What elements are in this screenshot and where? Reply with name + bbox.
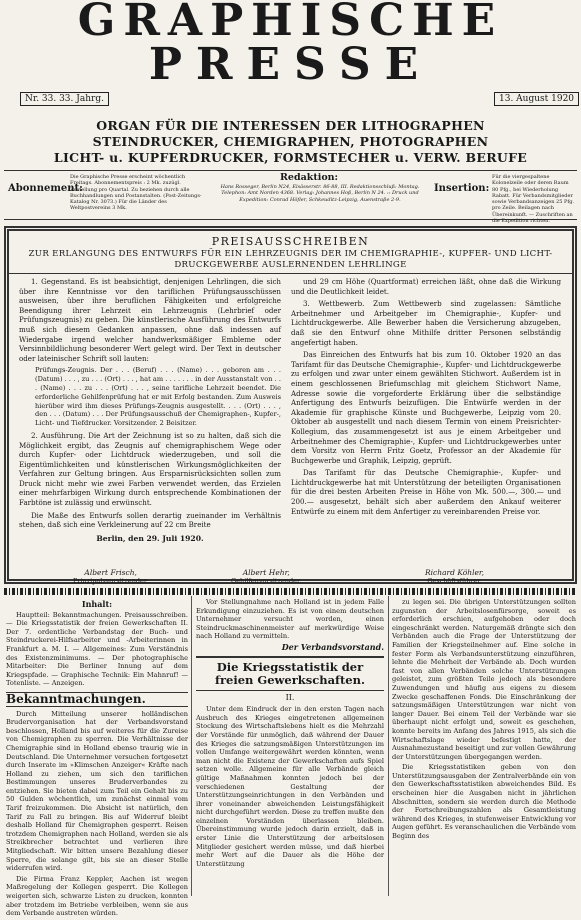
prize-paragraph: 1. Gegenstand. Es ist beabsichtigt, denjenigen Lehrlingen, die sich über ihre Kenntnisse vor den tariflichen Prüfungsausschüssen ausweisen, über ihre beruflichen Fähigkeiten und erfolgreiche Beendigung ihrer Lehrzeit ein Lehrzeugnis (Lehrbrief oder Prüfungszeugnis) zu geben. Die künstlerische Ausführung des Entwurfs muß sich diesem Gedanken anpassen, ohne daß indessen auf Wiedergabe irgend welcher handwerksmäßiger Embleme oder Versinnbildlichung besonderer Wert gelegt wird. Der Text in deutscher oder lateinischer Schrift soll lauten: xyxy=(19,277,281,363)
redaktion-heading: Redaktion: xyxy=(280,172,339,183)
announcements-heading: Bekanntmachungen. xyxy=(6,692,188,707)
issue-date: 13. August 1920 xyxy=(494,92,579,106)
column-rule xyxy=(191,596,192,896)
prize-paragraph: 3. Wettbewerb. Zum Wettbewerb sind zugelassen: Sämtliche Arbeitnehmer und Arbeitgeber im Chemigraphie-, Kupfer- und Lichtdruckgewerbe. Alle Bewerber haben die Versicherung abzugeben, daß sie den Entwurf ohne Mithilfe dritter Personen selbständig angefertigt haben. xyxy=(291,299,561,347)
announcement-paragraph: Die Firma Franz Keppler, Aachen ist wegen Maßregelung der Kollegen gesperrt. Die Kollegen weigerten sich, schwarze Listen zu drucken, konnten aber trotzdem im Betriebe verbleiben, wenn sie aus dem Verbande austreten würden. xyxy=(6,874,188,918)
certificate-text: Prüfungs-Zeugnis. Der . . . (Beruf) . . . (Name) . . . geboren am . . . (Datum) . . . , zu . . . (Ort) . . . , hat am . . . . . . . in der Ausstanstalt von . . . (Name) . . . zu . . . (Ort) . . . , seine tarifliche Lehrzeit beendet. Die erforderliche Gehilfenprüfung hat er mit Erfolg bestanden. Zum Ausweis hierüber wird ihm dieses Prüfungs-Zeugnis ausgestellt. . . . (Ort) . . . , den . . . (Datum) . . . Der Prüfungsausschuß der Chemigraphen-, Kupfer-, Licht- und Tiefdrucker. Vorsitzender. 2 Beisitzer. xyxy=(35,366,281,428)
column-2 xyxy=(196,598,384,870)
abonnement-text: Die Graphische Presse erscheint wöchentlich Freitags. Abonnementspreis : 2 Mk. zuzügl. Zustellung pro Quartal. Zu beziehen durch alle Buchhandlungen und Postanstalten. (Post-Zeitungs-Katalog Nr. 3073.) Für die Länder des Weltpostvereins 3 Mk. xyxy=(70,174,202,212)
prize-paragraph: Das Tarifamt für das Deutsche Chemigraphie-, Kupfer- und Lichtdruckgewerbe hat mit Unterstützung der beteiligten Organisationen für die drei besten Arbeiten Preise in Höhe von Mk. 500.—, 300.— und 200.— ausgesetzt, behält sich aber außerdem den Ankauf weiterer Entwürfe zu einem mit dem Anfertiger zu vereinbarenden Preise vor. xyxy=(291,468,561,516)
announcement-paragraph: Durch Mitteilung unserer holländischen Brudervorganisation hat der Verbandsvorstand beschlossen, Holland bis auf weiteres für die Zureise von Chemigraphen zu sperren. Die Verhältnisse der Chemigraphie sind in Holland ebenso traurig wie in Deutschland. Die Unternehmer versuchen fortgesetzt durch Inserate im »Klimschen Anzeiger« Kräfte nach Holland zu ziehen, um sich den tariflichen Bestimmungen unseres Bruderverbandes zu entziehen. Sie bieten dabei zum Teil ein Gehalt bis zu 50 Gulden wöchentlich, um zunächst einmal vom Tarif freizukommen. Die Absicht ist natürlich, den Tarif zu Fall zu bringen. Bis auf Widerruf bleibt deshalb Holland für Chemigraphen gesperrt. Reisen trotzdem Chemigraphen nach Holland, werden sie als Streikbrecher betrachtet und verlieren ihre Mitgliedschaft. Wir bitten unsere Bezahlung dieser Sperre, die solange gilt, bis sie an dieser Stelle widerrufen wird. xyxy=(6,709,188,873)
column-1 xyxy=(6,600,188,920)
contents-text: Hauptteil: Bekanntmachungen. Preisausschreiben. — Die Kriegsstatistik der freien Gewerkschaften II. Der 7. ordentliche Verbandstag der Buch- und Steindruckerei-Hilfsarbeiter und -Arbeiterinnen in Frankfurt a. M. I. — Allgemeines: Zum Verständnis des Existenzminimums. — Der photographische Mitarbeiter: Die Berliner Innung auf dem Kriegspfade. — Graphische Technik: Ein Mahnruf! — Totenliste. — Anzeigen. xyxy=(6,610,188,688)
divider xyxy=(9,273,572,274)
ornamental-border xyxy=(4,588,577,595)
info-strip xyxy=(4,170,577,225)
column-rule xyxy=(388,596,389,896)
insertion-heading: Insertion: xyxy=(434,183,490,194)
signature-name: Richard Köhler, xyxy=(425,568,485,577)
prize-announcement-box xyxy=(4,226,577,584)
prize-paragraph: Die Maße des Entwurfs sollen derartig zueinander im Verhältnis stehen, daß sich eine Verkleinerung auf 22 cm Breite xyxy=(19,510,281,530)
article-paragraph: Unter dem Eindruck der in den ersten Tagen nach Ausbruch des Krieges eingetretenen allgemeinen Stockung des Wirtschaftslebens hielt es die Mehrzahl der Vorstände für unmöglich, daß während der Dauer des Krieges die satzungsmäßigen Unterstützungen im vollen Umfange weitergewährt werden könnten, wenn man nicht die Existenz der Gewerkschaften aufs Spiel setzen wolle. Allgemeine für alle Verbände gleich gültige Maßnahmen konnten jedoch bei der verschiedenen Gestaltung der Unterstützungseinrichtungen in den Verbänden und ihrer voneinander abweichenden Leistungsfähigkeit nicht durchgeführt werden. Diese zu treffen mußte den einzelnen Vorständen überlassen bleiben. Übereinstimmung wurde jedoch darin erzielt, daß in erster Linie die Unterstützung der arbeitslosen Mitglieder gesichert werden müsse, und daß hierbei mehr Wert auf die Dauer als die Höhe der Unterstützung xyxy=(196,705,384,868)
masthead-line1: GRAPHISCHE xyxy=(77,0,504,46)
prize-paragraph: und 29 cm Höhe (Quartformat) erreichen läßt, ohne daß die Wirkung und die Deutlichkeit leidet. xyxy=(291,277,561,296)
signature-role: Gehilfenvorsitzender. xyxy=(231,577,302,585)
signature xyxy=(425,568,484,586)
masthead-line2: PRESSE xyxy=(148,39,433,90)
article-paragraph: zu legen sei. Die übrigen Unterstützungen sollten zugunsten der Arbeitslosenfürsorge, soweit es erforderlich erschien, aufgehoben oder doch eingeschränkt werden. Naturgemäß drängte sich den Verbänden auch die Frage der Unterstützung der Familien der Kriegsteilnehmer auf. Eine solche in fester Form als Verbandsunterstützung einzuführen, lehnte die Mehrheit der Verbände ab. Doch wurden fast von allen Verbänden solche Unterstützungen geleistet, zum größten Teile jedoch als besondere Zuwendungen und häufig aus eigens zu diesem Zwecke geschaffenen Fonds. Die Einschränkung der satzungsmäßigen Unterstützungen war nicht von langer Dauer. Bei einem Teil der Verbände war sie überhaupt nicht erfolgt und, soweit es geschehen, konnte bereits im Anfang des Jahres 1915, als sich die Wirtschaftslage wieder befestigt hatte, der Ausnahmezustand beseitigt und zur vollen Gewährung der Unterstützungen übergegangen werden. xyxy=(392,598,576,761)
article-part-number: II. xyxy=(285,692,295,702)
organ-line: LICHT- u. KUPFERDRUCKER, FORMSTECHER u. VERW. BERUFE xyxy=(53,150,528,165)
issue-number: Nr. 33. 33. Jahrg. xyxy=(20,92,109,106)
signature-role: Prinzipalsvorsitzender. xyxy=(73,577,149,585)
insertion-text: Für die viergespaltene Kolonelzeile oder deren Raum 80 Pfg., bei Wiederholung Rabatt. Für Verbandsmitglieder sowie Verbandsanzeigen 25 Pfg. pro Zeile. Beilagen nach Übereinkunft. — Zuschriften an die Expedition richten. xyxy=(492,174,574,225)
organ-line: ORGAN FÜR DIE INTERESSEN DER LITHOGRAPHEN xyxy=(96,118,485,133)
article-paragraph: Die Kriegsstatistiken geben von den Unterstützungsausgaben der Zentralverbände ein von den Gewerkschaftsstatistiken abweichendes Bild. Es erscheinen hier die Ausgaben nicht in jährlichen Abschnitten, sondern sie werden durch die Methode der Fortschreibungszahlen als Gesamtleistung während des Krieges, in stufenweiser Entwicklung vor Augen geführt. Es veranschaulichen die Verbände vom Beginn des xyxy=(392,763,576,841)
prize-paragraph: Das Einreichen des Entwurfs hat bis zum 10. Oktober 1920 an das Tarifamt für das Deutsche Chemigraphie-, Kupfer- und Lichtdruckgewerbe zu erfolgen und zwar unter einem gewählten Stichwort. Außerdem ist in einem geschlossenen Briefumschlag mit gleichem Stichwort Name, Adresse sowie die vorgeforderte Erklärung über die selbständige Anfertigung des Entwurfs beizufügen. Die Entwürfe werden in der Akademie für graphische Künste und Buchgewerbe, Leipzig vom 20. Oktober ab ausgestellt und nach diesem Termin von einem Preisrichter-Kollegium, das zusammengesetzt ist aus je einem Arbeitgeber und Arbeitnehmer des Chemigraphie-, Kupfer- und Lichtdruckgewerbes unter dem Vorsitz von Herrn Fritz Goetz, Professor an der Akademie für Buchgewerbe und Graphik, Leipzig, geprüft. xyxy=(291,350,561,465)
signature-name: Albert Hehr, xyxy=(242,568,290,577)
article-heading: Die Kriegsstatistik der freien Gewerkschaften. xyxy=(196,656,384,691)
contents-heading: Inhalt: xyxy=(81,599,113,609)
prize-title: PREISAUSSCHREIBEN xyxy=(211,235,370,248)
prize-right-column xyxy=(291,277,561,519)
signoff: Der Verbandsvorstand. xyxy=(281,641,384,652)
signature xyxy=(231,568,301,586)
prize-subtitle: ZUR ERLANGUNG DES ENTWURFS FÜR EIN LEHRZEUGNIS DER IM CHEMIGRAPHIE-, KUPFER- UND LICHT-DRUCKGEWERBE AUSLERNENDEN LEHRLINGE xyxy=(28,249,553,270)
holland-notice: Vor Stellungnahme nach Holland ist in jedem Falle Erkundigung einzuziehen. Es ist von einem deutschen Unternehmer versucht worden, einen Steindruckmaschinenmeister auf merkwürdige Weise nach Holland zu vermitteln. xyxy=(196,598,384,641)
prize-left-column xyxy=(19,277,281,546)
organ-line: STEINDRUCKER, CHEMIGRAPHEN, PHOTOGRAPHEN xyxy=(92,134,489,149)
signature-name: Albert Frisch, xyxy=(84,568,137,577)
signature-role: Geschäftsführer. xyxy=(427,577,482,585)
prize-paragraph: 2. Ausführung. Die Art der Zeichnung ist so zu halten, daß sich die Möglichkeit ergibt, das Zeugnis auf chemigraphischem Wege oder durch Kupfer- oder Lichtdruck wiederzugeben, und soll die Eigentümlichkeiten und künstlerischen Wirkungsmöglichkeiten der Verfahren zur Geltung bringen. Aus Ersparnisrücksichten sollen zum Druck nicht mehr wie zwei Farben verwendet werden, das Erzielen einer mehrfarbigen Wirkung durch entsprechende Kombinationen der Farbtöne ist zulässig und erwünscht. xyxy=(19,430,281,508)
abonnement-heading: Abonnement: xyxy=(8,183,83,194)
prize-date: Berlin, den 29. Juli 1920. xyxy=(96,533,204,543)
signature xyxy=(73,568,148,586)
column-3 xyxy=(392,598,576,843)
redaktion-text: Hans Rosseger, Berlin N24, Elsässerstr. 86-88, III. Redaktionsschluß: Montag. Telephon: Amt Norden 4368. Verlag: Johannes Hoß, Berlin N 24. :: Druck und Expedition: Conrad Höfler, Schkeuditz-Leipzig, Auenstraße 2-9. xyxy=(220,184,420,203)
